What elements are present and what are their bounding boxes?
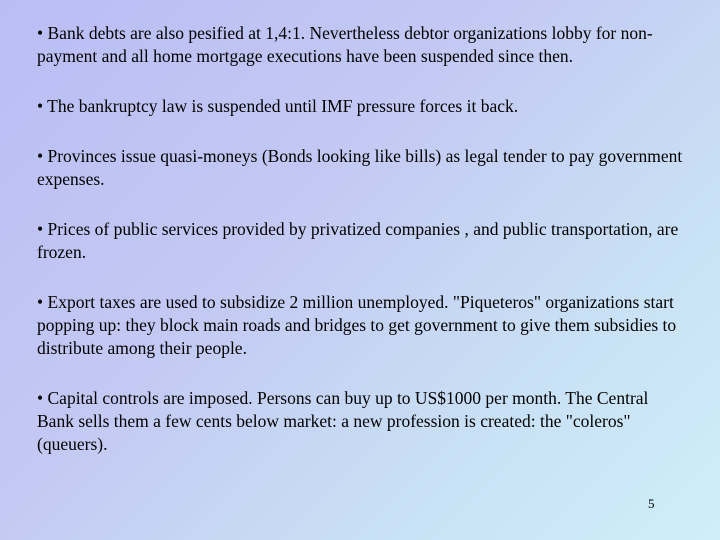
bullet-bank-debts: • Bank debts are also pesified at 1,4:1. Nevertheless debtor organizations lobby for non-payment and all home mortgage executions have been suspended since then. xyxy=(37,23,653,66)
bullet-export-taxes: • Export taxes are used to subsidize 2 million unemployed. "Piqueteros" organizations start popping up: they block main roads and bridges to get government to give them subsidies to distribute among their people. xyxy=(37,292,677,358)
bullet-list xyxy=(37,22,687,456)
page-number: 5 xyxy=(648,496,655,511)
bullet-quasi-moneys: • Provinces issue quasi-moneys (Bonds looking like bills) as legal tender to pay government expenses. xyxy=(37,146,683,189)
bullet-capital-controls: • Capital controls are imposed. Persons can buy up to US$1000 per month. The Central Bank sells them a few cents below market: a new profession is created: the "coleros"(queuers). xyxy=(37,388,649,454)
bullet-public-services: • Prices of public services provided by privatized companies , and public transportation, are frozen. xyxy=(37,219,679,262)
bullet-bankruptcy-law: • The bankruptcy law is suspended until IMF pressure forces it back. xyxy=(37,96,519,116)
